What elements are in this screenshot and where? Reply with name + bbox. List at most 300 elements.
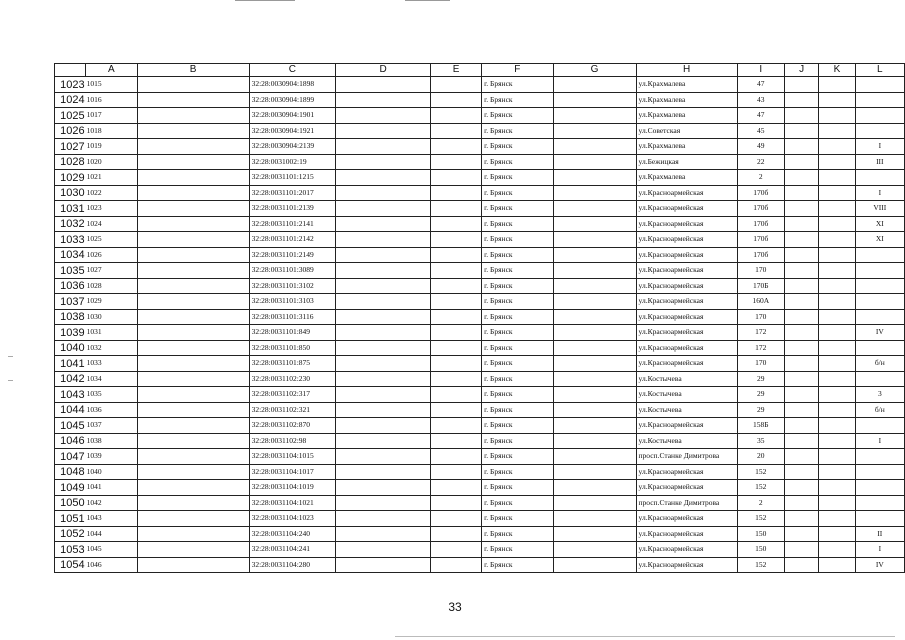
cell-l[interactable]: б/н — [855, 356, 904, 372]
cell-j[interactable] — [784, 340, 818, 356]
cell-l[interactable]: VIII — [855, 201, 904, 217]
cell-k[interactable] — [819, 433, 855, 449]
cell-i[interactable]: 170 — [737, 309, 784, 325]
cell-h[interactable]: ул.Костычева — [636, 433, 737, 449]
cell-g[interactable] — [553, 294, 636, 310]
cell-g[interactable] — [553, 170, 636, 186]
cell-l[interactable] — [855, 340, 904, 356]
cell-b[interactable] — [137, 278, 249, 294]
cell-b[interactable] — [137, 511, 249, 527]
cell-e[interactable] — [431, 247, 482, 263]
cell-c[interactable]: 32:28:0030904:1921 — [249, 123, 336, 139]
cell-k[interactable] — [819, 356, 855, 372]
cell-k[interactable] — [819, 216, 855, 232]
cell-b[interactable] — [137, 464, 249, 480]
row-number[interactable]: 1028 — [55, 154, 86, 170]
cell-e[interactable] — [431, 464, 482, 480]
cell-h[interactable]: ул.Красноармейская — [636, 464, 737, 480]
cell-a[interactable]: 1037 — [86, 418, 137, 434]
cell-d[interactable] — [336, 325, 431, 341]
cell-a[interactable]: 1038 — [86, 433, 137, 449]
cell-d[interactable] — [336, 511, 431, 527]
cell-d[interactable] — [336, 480, 431, 496]
column-header-k[interactable]: K — [819, 64, 855, 77]
cell-i[interactable]: 22 — [737, 154, 784, 170]
cell-e[interactable] — [431, 139, 482, 155]
cell-i[interactable]: 152 — [737, 464, 784, 480]
cell-b[interactable] — [137, 309, 249, 325]
cell-l[interactable]: 3 — [855, 387, 904, 403]
cell-l[interactable] — [855, 309, 904, 325]
cell-i[interactable]: 29 — [737, 402, 784, 418]
cell-j[interactable] — [784, 263, 818, 279]
cell-d[interactable] — [336, 464, 431, 480]
cell-j[interactable] — [784, 433, 818, 449]
cell-h[interactable]: ул.Красноармейская — [636, 542, 737, 558]
cell-g[interactable] — [553, 325, 636, 341]
cell-f[interactable]: г. Брянск — [482, 278, 554, 294]
cell-j[interactable] — [784, 325, 818, 341]
cell-i[interactable]: 2 — [737, 170, 784, 186]
row-number[interactable]: 1030 — [55, 185, 86, 201]
cell-l[interactable]: I — [855, 139, 904, 155]
cell-i[interactable]: 170б — [737, 232, 784, 248]
cell-a[interactable]: 1015 — [86, 77, 137, 93]
cell-g[interactable] — [553, 511, 636, 527]
column-header-b[interactable]: B — [137, 64, 249, 77]
cell-c[interactable]: 32:28:0031101:3102 — [249, 278, 336, 294]
cell-l[interactable] — [855, 418, 904, 434]
cell-l[interactable] — [855, 449, 904, 465]
cell-f[interactable]: г. Брянск — [482, 511, 554, 527]
cell-g[interactable] — [553, 542, 636, 558]
cell-f[interactable]: г. Брянск — [482, 263, 554, 279]
cell-a[interactable]: 1022 — [86, 185, 137, 201]
row-number[interactable]: 1025 — [55, 108, 86, 124]
cell-j[interactable] — [784, 92, 818, 108]
cell-h[interactable]: ул.Костычева — [636, 402, 737, 418]
cell-l[interactable]: I — [855, 542, 904, 558]
cell-e[interactable] — [431, 309, 482, 325]
column-header-a[interactable]: A — [86, 64, 137, 77]
cell-a[interactable]: 1029 — [86, 294, 137, 310]
cell-k[interactable] — [819, 278, 855, 294]
cell-c[interactable]: 32:28:0031102:321 — [249, 402, 336, 418]
row-number[interactable]: 1053 — [55, 542, 86, 558]
cell-d[interactable] — [336, 557, 431, 573]
cell-b[interactable] — [137, 170, 249, 186]
cell-e[interactable] — [431, 154, 482, 170]
cell-c[interactable]: 32:28:0031104:240 — [249, 526, 336, 542]
cell-g[interactable] — [553, 495, 636, 511]
cell-a[interactable]: 1041 — [86, 480, 137, 496]
corner-cell[interactable] — [55, 64, 86, 77]
cell-c[interactable]: 32:28:0031102:317 — [249, 387, 336, 403]
cell-g[interactable] — [553, 402, 636, 418]
cell-b[interactable] — [137, 232, 249, 248]
cell-k[interactable] — [819, 495, 855, 511]
cell-c[interactable]: 32:28:0030904:1901 — [249, 108, 336, 124]
cell-d[interactable] — [336, 449, 431, 465]
cell-j[interactable] — [784, 449, 818, 465]
cell-i[interactable]: 20 — [737, 449, 784, 465]
cell-g[interactable] — [553, 201, 636, 217]
cell-l[interactable] — [855, 77, 904, 93]
cell-k[interactable] — [819, 449, 855, 465]
cell-d[interactable] — [336, 371, 431, 387]
cell-b[interactable] — [137, 387, 249, 403]
row-number[interactable]: 1038 — [55, 309, 86, 325]
cell-k[interactable] — [819, 464, 855, 480]
cell-j[interactable] — [784, 495, 818, 511]
cell-e[interactable] — [431, 170, 482, 186]
cell-k[interactable] — [819, 294, 855, 310]
cell-a[interactable]: 1035 — [86, 387, 137, 403]
cell-b[interactable] — [137, 557, 249, 573]
cell-b[interactable] — [137, 216, 249, 232]
cell-e[interactable] — [431, 325, 482, 341]
cell-h[interactable]: ул.Красноармейская — [636, 294, 737, 310]
cell-g[interactable] — [553, 309, 636, 325]
cell-e[interactable] — [431, 495, 482, 511]
cell-h[interactable]: ул.Красноармейская — [636, 232, 737, 248]
cell-i[interactable]: 158Б — [737, 418, 784, 434]
cell-a[interactable]: 1019 — [86, 139, 137, 155]
cell-k[interactable] — [819, 371, 855, 387]
cell-e[interactable] — [431, 418, 482, 434]
cell-i[interactable]: 150 — [737, 526, 784, 542]
cell-e[interactable] — [431, 232, 482, 248]
cell-g[interactable] — [553, 123, 636, 139]
cell-a[interactable]: 1021 — [86, 170, 137, 186]
cell-j[interactable] — [784, 216, 818, 232]
cell-i[interactable]: 43 — [737, 92, 784, 108]
cell-f[interactable]: г. Брянск — [482, 232, 554, 248]
cell-j[interactable] — [784, 108, 818, 124]
row-number[interactable]: 1035 — [55, 263, 86, 279]
cell-f[interactable]: г. Брянск — [482, 247, 554, 263]
cell-l[interactable] — [855, 294, 904, 310]
cell-c[interactable]: 32:28:0031101:2142 — [249, 232, 336, 248]
cell-b[interactable] — [137, 433, 249, 449]
cell-b[interactable] — [137, 263, 249, 279]
cell-j[interactable] — [784, 309, 818, 325]
row-number[interactable]: 1041 — [55, 356, 86, 372]
cell-b[interactable] — [137, 247, 249, 263]
cell-k[interactable] — [819, 542, 855, 558]
cell-g[interactable] — [553, 216, 636, 232]
column-header-c[interactable]: C — [249, 64, 336, 77]
cell-f[interactable]: г. Брянск — [482, 294, 554, 310]
cell-j[interactable] — [784, 480, 818, 496]
cell-d[interactable] — [336, 108, 431, 124]
row-number[interactable]: 1046 — [55, 433, 86, 449]
cell-b[interactable] — [137, 92, 249, 108]
cell-c[interactable]: 32:28:0030904:2139 — [249, 139, 336, 155]
cell-j[interactable] — [784, 371, 818, 387]
cell-f[interactable]: г. Брянск — [482, 170, 554, 186]
cell-d[interactable] — [336, 526, 431, 542]
cell-j[interactable] — [784, 123, 818, 139]
cell-f[interactable]: г. Брянск — [482, 542, 554, 558]
cell-j[interactable] — [784, 356, 818, 372]
cell-c[interactable]: 32:28:0031101:3116 — [249, 309, 336, 325]
cell-g[interactable] — [553, 464, 636, 480]
cell-i[interactable]: 47 — [737, 108, 784, 124]
cell-a[interactable]: 1016 — [86, 92, 137, 108]
cell-e[interactable] — [431, 449, 482, 465]
cell-h[interactable]: ул.Красноармейская — [636, 201, 737, 217]
cell-i[interactable]: 152 — [737, 557, 784, 573]
cell-l[interactable] — [855, 464, 904, 480]
row-number[interactable]: 1054 — [55, 557, 86, 573]
cell-g[interactable] — [553, 77, 636, 93]
cell-f[interactable]: г. Брянск — [482, 201, 554, 217]
cell-l[interactable]: II — [855, 526, 904, 542]
cell-c[interactable]: 32:28:0031101:2139 — [249, 201, 336, 217]
cell-l[interactable] — [855, 371, 904, 387]
cell-a[interactable]: 1023 — [86, 201, 137, 217]
cell-f[interactable]: г. Брянск — [482, 77, 554, 93]
cell-c[interactable]: 32:28:0031102:870 — [249, 418, 336, 434]
cell-c[interactable]: 32:28:0030904:1898 — [249, 77, 336, 93]
cell-b[interactable] — [137, 201, 249, 217]
row-number[interactable]: 1045 — [55, 418, 86, 434]
cell-b[interactable] — [137, 371, 249, 387]
cell-b[interactable] — [137, 325, 249, 341]
row-number[interactable]: 1050 — [55, 495, 86, 511]
cell-l[interactable]: I — [855, 433, 904, 449]
cell-f[interactable]: г. Брянск — [482, 433, 554, 449]
cell-b[interactable] — [137, 139, 249, 155]
cell-l[interactable] — [855, 263, 904, 279]
cell-d[interactable] — [336, 278, 431, 294]
cell-g[interactable] — [553, 433, 636, 449]
cell-e[interactable] — [431, 201, 482, 217]
cell-a[interactable]: 1043 — [86, 511, 137, 527]
cell-e[interactable] — [431, 433, 482, 449]
cell-f[interactable]: г. Брянск — [482, 464, 554, 480]
cell-h[interactable]: ул.Красноармейская — [636, 511, 737, 527]
cell-e[interactable] — [431, 278, 482, 294]
cell-e[interactable] — [431, 480, 482, 496]
cell-i[interactable]: 152 — [737, 511, 784, 527]
cell-i[interactable]: 170б — [737, 216, 784, 232]
cell-h[interactable]: ул.Красноармейская — [636, 309, 737, 325]
cell-f[interactable]: г. Брянск — [482, 402, 554, 418]
column-header-h[interactable]: H — [636, 64, 737, 77]
cell-a[interactable]: 1025 — [86, 232, 137, 248]
cell-g[interactable] — [553, 449, 636, 465]
cell-i[interactable]: 29 — [737, 387, 784, 403]
cell-c[interactable]: 32:28:0031104:1023 — [249, 511, 336, 527]
cell-a[interactable]: 1045 — [86, 542, 137, 558]
cell-f[interactable]: г. Брянск — [482, 557, 554, 573]
cell-k[interactable] — [819, 92, 855, 108]
cell-c[interactable]: 32:28:0031101:3103 — [249, 294, 336, 310]
cell-k[interactable] — [819, 263, 855, 279]
cell-h[interactable]: ул.Красноармейская — [636, 216, 737, 232]
cell-l[interactable]: IV — [855, 557, 904, 573]
cell-g[interactable] — [553, 387, 636, 403]
cell-g[interactable] — [553, 263, 636, 279]
cell-e[interactable] — [431, 185, 482, 201]
cell-j[interactable] — [784, 526, 818, 542]
cell-d[interactable] — [336, 402, 431, 418]
cell-d[interactable] — [336, 170, 431, 186]
cell-d[interactable] — [336, 154, 431, 170]
cell-c[interactable]: 32:28:0031104:1015 — [249, 449, 336, 465]
cell-l[interactable] — [855, 495, 904, 511]
cell-e[interactable] — [431, 294, 482, 310]
row-number[interactable]: 1052 — [55, 526, 86, 542]
cell-h[interactable]: ул.Костычева — [636, 387, 737, 403]
cell-k[interactable] — [819, 402, 855, 418]
cell-g[interactable] — [553, 356, 636, 372]
cell-f[interactable]: г. Брянск — [482, 216, 554, 232]
cell-h[interactable]: ул.Красноармейская — [636, 418, 737, 434]
cell-d[interactable] — [336, 294, 431, 310]
cell-b[interactable] — [137, 495, 249, 511]
cell-l[interactable] — [855, 108, 904, 124]
row-number[interactable]: 1042 — [55, 371, 86, 387]
cell-d[interactable] — [336, 340, 431, 356]
cell-j[interactable] — [784, 232, 818, 248]
cell-k[interactable] — [819, 108, 855, 124]
cell-i[interactable]: 172 — [737, 325, 784, 341]
cell-d[interactable] — [336, 139, 431, 155]
cell-c[interactable]: 32:28:0031104:1017 — [249, 464, 336, 480]
row-number[interactable]: 1039 — [55, 325, 86, 341]
cell-f[interactable]: г. Брянск — [482, 108, 554, 124]
column-header-i[interactable]: I — [737, 64, 784, 77]
cell-d[interactable] — [336, 77, 431, 93]
cell-b[interactable] — [137, 340, 249, 356]
cell-f[interactable]: г. Брянск — [482, 387, 554, 403]
cell-j[interactable] — [784, 542, 818, 558]
cell-j[interactable] — [784, 294, 818, 310]
cell-h[interactable]: ул.Крахмалева — [636, 77, 737, 93]
cell-b[interactable] — [137, 402, 249, 418]
row-number[interactable]: 1033 — [55, 232, 86, 248]
cell-d[interactable] — [336, 495, 431, 511]
cell-h[interactable]: ул.Красноармейская — [636, 263, 737, 279]
cell-h[interactable]: ул.Красноармейская — [636, 557, 737, 573]
cell-b[interactable] — [137, 108, 249, 124]
cell-g[interactable] — [553, 340, 636, 356]
cell-i[interactable]: 170б — [737, 247, 784, 263]
row-number[interactable]: 1029 — [55, 170, 86, 186]
row-number[interactable]: 1027 — [55, 139, 86, 155]
cell-l[interactable] — [855, 480, 904, 496]
cell-i[interactable]: 2 — [737, 495, 784, 511]
cell-f[interactable]: г. Брянск — [482, 92, 554, 108]
row-number[interactable]: 1026 — [55, 123, 86, 139]
cell-l[interactable] — [855, 170, 904, 186]
cell-l[interactable] — [855, 92, 904, 108]
cell-c[interactable]: 32:28:0031101:3089 — [249, 263, 336, 279]
cell-g[interactable] — [553, 108, 636, 124]
row-number[interactable]: 1031 — [55, 201, 86, 217]
cell-l[interactable] — [855, 511, 904, 527]
cell-f[interactable]: г. Брянск — [482, 139, 554, 155]
cell-l[interactable]: I — [855, 185, 904, 201]
cell-j[interactable] — [784, 402, 818, 418]
cell-c[interactable]: 32:28:0031102:230 — [249, 371, 336, 387]
row-number[interactable]: 1048 — [55, 464, 86, 480]
cell-h[interactable]: ул.Красноармейская — [636, 185, 737, 201]
cell-k[interactable] — [819, 154, 855, 170]
cell-j[interactable] — [784, 557, 818, 573]
cell-k[interactable] — [819, 387, 855, 403]
cell-f[interactable]: г. Брянск — [482, 526, 554, 542]
column-header-l[interactable]: L — [855, 64, 904, 77]
cell-g[interactable] — [553, 247, 636, 263]
cell-c[interactable]: 32:28:0031101:2141 — [249, 216, 336, 232]
cell-f[interactable]: г. Брянск — [482, 356, 554, 372]
row-number[interactable]: 1049 — [55, 480, 86, 496]
cell-d[interactable] — [336, 232, 431, 248]
cell-l[interactable] — [855, 278, 904, 294]
cell-b[interactable] — [137, 154, 249, 170]
cell-a[interactable]: 1031 — [86, 325, 137, 341]
cell-i[interactable]: 170б — [737, 201, 784, 217]
cell-i[interactable]: 150 — [737, 542, 784, 558]
cell-b[interactable] — [137, 542, 249, 558]
cell-i[interactable]: 29 — [737, 371, 784, 387]
column-header-j[interactable]: J — [784, 64, 818, 77]
cell-k[interactable] — [819, 247, 855, 263]
cell-a[interactable]: 1030 — [86, 309, 137, 325]
cell-h[interactable]: ул.Красноармейская — [636, 325, 737, 341]
cell-h[interactable]: ул.Советская — [636, 123, 737, 139]
cell-g[interactable] — [553, 480, 636, 496]
cell-c[interactable]: 32:28:0031101:2017 — [249, 185, 336, 201]
row-number[interactable]: 1036 — [55, 278, 86, 294]
row-number[interactable]: 1032 — [55, 216, 86, 232]
cell-j[interactable] — [784, 511, 818, 527]
cell-i[interactable]: 170б — [737, 185, 784, 201]
cell-d[interactable] — [336, 387, 431, 403]
cell-i[interactable]: 170 — [737, 356, 784, 372]
cell-h[interactable]: ул.Красноармейская — [636, 526, 737, 542]
cell-d[interactable] — [336, 123, 431, 139]
cell-h[interactable]: ул.Красноармейская — [636, 247, 737, 263]
cell-g[interactable] — [553, 232, 636, 248]
cell-d[interactable] — [336, 542, 431, 558]
cell-d[interactable] — [336, 263, 431, 279]
cell-e[interactable] — [431, 526, 482, 542]
cell-i[interactable]: 160А — [737, 294, 784, 310]
cell-c[interactable]: 32:28:0031102:98 — [249, 433, 336, 449]
cell-e[interactable] — [431, 557, 482, 573]
cell-b[interactable] — [137, 294, 249, 310]
cell-b[interactable] — [137, 449, 249, 465]
cell-j[interactable] — [784, 387, 818, 403]
cell-l[interactable]: III — [855, 154, 904, 170]
cell-j[interactable] — [784, 139, 818, 155]
cell-h[interactable]: ул.Крахмалева — [636, 108, 737, 124]
cell-f[interactable]: г. Брянск — [482, 154, 554, 170]
cell-l[interactable]: IV — [855, 325, 904, 341]
cell-i[interactable]: 49 — [737, 139, 784, 155]
cell-k[interactable] — [819, 557, 855, 573]
cell-k[interactable] — [819, 340, 855, 356]
cell-b[interactable] — [137, 185, 249, 201]
cell-b[interactable] — [137, 480, 249, 496]
cell-f[interactable]: г. Брянск — [482, 495, 554, 511]
cell-d[interactable] — [336, 433, 431, 449]
